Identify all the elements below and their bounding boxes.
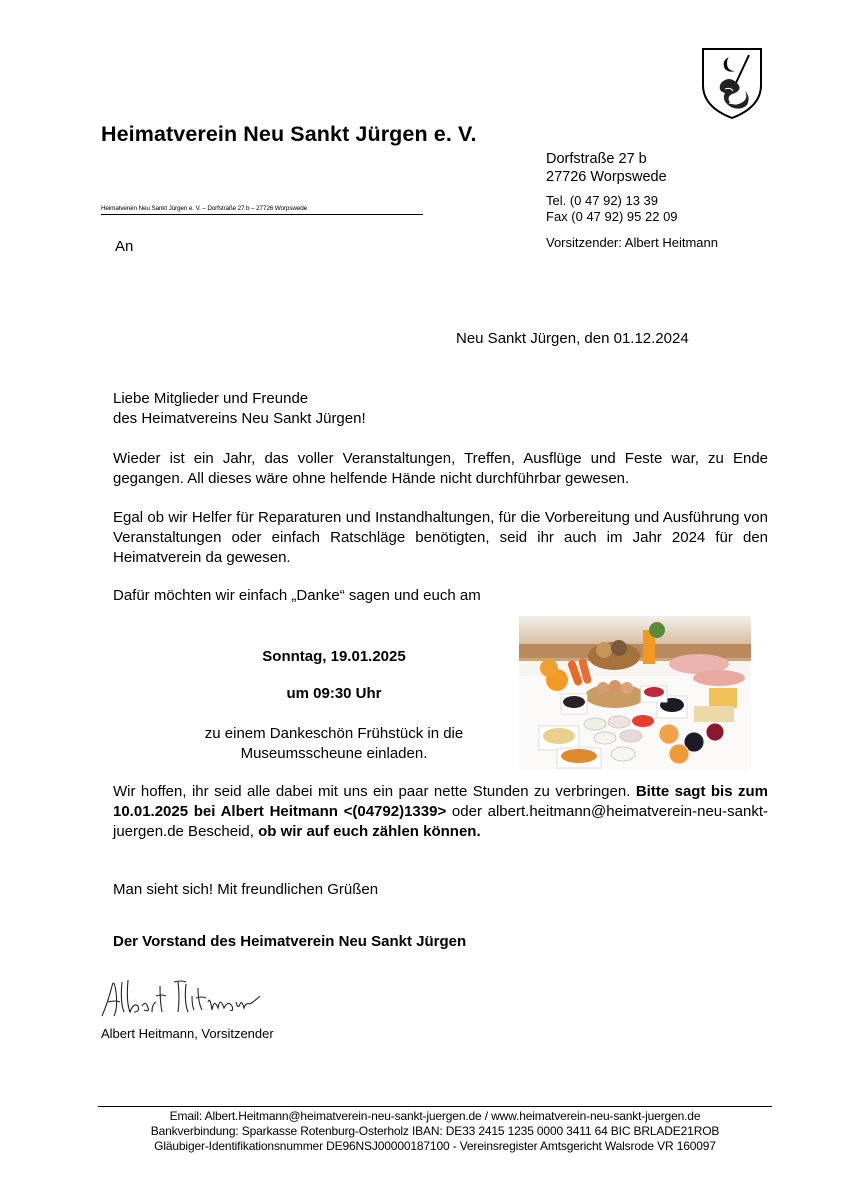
sender-contact bbox=[546, 193, 678, 225]
paragraph-helpers: Egal ob wir Helfer für Reparaturen und Instandhaltungen, für die Vorbereitung und Ausführung von Veranstaltungen oder einfach Ratschläge benötigten, seid ihr auch im Jahr 2024 für den Heimatverein da gewesen. bbox=[113, 509, 768, 566]
recipient-label: An bbox=[115, 238, 134, 255]
paragraph-rsvp bbox=[113, 782, 768, 842]
fax: Fax (0 47 92) 95 22 09 bbox=[546, 209, 678, 224]
rsvp-request: ob wir auf euch zählen können. bbox=[258, 823, 481, 840]
event-time: um 09:30 Uhr bbox=[286, 685, 382, 702]
paragraph-farewell: Man sieht sich! Mit freundlichen Grüßen bbox=[113, 881, 379, 898]
paragraph-year-review: Wieder ist ein Jahr, das voller Veranstaltungen, Treffen, Ausflüge und Feste war, zu Ende gegangen. All dieses wäre ohne helfende Hände nicht durchführbar gewesen. bbox=[113, 450, 768, 487]
event-description-line-1: zu einem Dankeschön Frühstück in die bbox=[204, 725, 464, 742]
salutation bbox=[113, 389, 768, 429]
footer-registry: Gläubiger-Identifikationsnummer DE96NSJ00000187100 - Vereinsregister Amtsgericht Walsrode VR 160097 bbox=[154, 1139, 716, 1153]
chairman: Vorsitzender: Albert Heitmann bbox=[546, 235, 718, 250]
sender-address bbox=[546, 150, 667, 186]
footer-bank: Bankverbindung: Sparkasse Rotenburg-Osterholz IBAN: DE33 2415 1235 0000 3411 64 BIC BRLADE21ROB bbox=[150, 1124, 720, 1138]
salutation-line-1: Liebe Mitglieder und Freunde bbox=[113, 390, 309, 407]
closing-board: Der Vorstand des Heimatverein Neu Sankt Jürgen bbox=[113, 933, 467, 950]
breakfast-buffet-photo bbox=[519, 616, 751, 770]
return-address-line: Heimatverein Neu Sankt Jürgen e. V. – Dorfstraße 27 b – 27726 Worpswede bbox=[101, 205, 423, 215]
street: Dorfstraße 27 b bbox=[546, 151, 647, 167]
event-description-line-2: Museumsscheune einladen. bbox=[240, 745, 428, 762]
handwritten-signature bbox=[98, 972, 263, 1020]
organization-name: Heimatverein Neu Sankt Jürgen e. V. bbox=[101, 122, 477, 146]
footer bbox=[98, 1106, 772, 1154]
footer-contact: Email: Albert.Heitmann@heimatverein-neu-sankt-juergen.de / www.heimatverein-neu-sankt-juergen.de bbox=[169, 1109, 701, 1123]
date-line: Neu Sankt Jürgen, den 01.12.2024 bbox=[456, 330, 689, 347]
telephone: Tel. (0 47 92) 13 39 bbox=[546, 193, 659, 208]
rsvp-deadline: Bitte sagt bis zum 10.01.2025 bei Albert Heitmann <(04792)1339> bbox=[113, 783, 769, 820]
signer-name: Albert Heitmann, Vorsitzender bbox=[101, 1026, 274, 1041]
event-date: Sonntag, 19.01.2025 bbox=[262, 648, 406, 665]
city: 27726 Worpswede bbox=[546, 169, 667, 185]
rsvp-text-1: Wir hoffen, ihr seid alle dabei mit uns ein paar nette Stunden zu verbringen. bbox=[113, 783, 631, 800]
event-description bbox=[170, 724, 498, 764]
coat-of-arms-icon bbox=[699, 45, 765, 121]
paragraph-thanks: Dafür möchten wir einfach „Danke“ sagen und euch am bbox=[113, 587, 481, 604]
rsvp-text-2: oder albert.heitmann@heimatverein-neu-sankt-juergen.de Bescheid, bbox=[113, 803, 768, 840]
salutation-line-2: des Heimatvereins Neu Sankt Jürgen! bbox=[113, 410, 366, 427]
